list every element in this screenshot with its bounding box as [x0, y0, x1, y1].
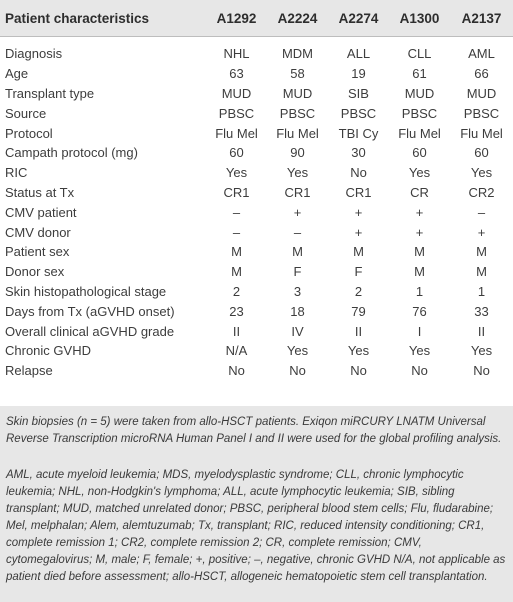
table-cell: + [354, 204, 363, 220]
table-cell: Yes [347, 343, 370, 359]
column-header: Patient characteristics [5, 10, 150, 26]
table-cell: M [414, 264, 425, 280]
table-cell: M [476, 264, 487, 280]
table-row [0, 262, 513, 282]
table-cell: PBSC [218, 105, 255, 121]
table-cell: + [415, 224, 424, 240]
table-cell: 19 [351, 66, 366, 82]
table-row [0, 143, 513, 163]
column-header: A1300 [399, 10, 440, 26]
table-cell: No [473, 363, 490, 379]
column-header: A2137 [461, 10, 502, 26]
table-cell: Yes [470, 165, 493, 181]
footnote-abbreviations: AML, acute myeloid leukemia; MDS, myelodysplastic syndrome; CLL, chronic lymphocytic leukemia; NHL, non-Hodgkin's lymphoma; ALL, acute lymphocytic leukemia; SIB, sibling transplant; MUD, matched unrelated donor; PBSC, peripheral blood stem cells; Flu, fludarabine; Mel, melphalan; Alem, alemtuzumab; Tx, transplant; RIC, reduced intensity conditioning; CR1, complete remission 1; CR2, complete remission 2; CR, complete remission; CMV, cytomegalovirus; M, male; F, female; +, positive; –, negative, chronic GVHD N/A, not applicable as patient died before assessment; allo-HSCT, allogeneic hematopoietic stem cell transplantation. [6, 469, 506, 583]
table-row [0, 301, 513, 321]
table-cell: CR [410, 184, 429, 200]
column-header: A2224 [277, 10, 318, 26]
table-cell: M [231, 264, 242, 280]
table-cell: – [232, 224, 241, 240]
table-cell: No [289, 363, 306, 379]
table-cell: 2 [232, 283, 241, 299]
table-cell: M [353, 244, 364, 260]
table-cell: 3 [293, 283, 302, 299]
table-cell: CLL [407, 46, 432, 62]
table-body [0, 37, 513, 385]
table-cell: F [293, 264, 302, 280]
table-footnotes [0, 406, 513, 602]
table-cell: CR1 [223, 184, 250, 200]
table-header-row [0, 0, 513, 37]
table-cell: – [232, 204, 241, 220]
table-cell: TBI Cy [338, 125, 379, 141]
table-cell: 2 [354, 283, 363, 299]
table-cell: II [232, 323, 241, 339]
table-cell: Yes [225, 165, 248, 181]
table-row [0, 282, 513, 302]
table-cell: ALL [346, 46, 371, 62]
row-label: CMV patient [5, 204, 77, 220]
table-row [0, 361, 513, 385]
row-label: Overall clinical aGVHD grade [5, 323, 175, 339]
table-cell: II [354, 323, 363, 339]
table-row [0, 103, 513, 123]
table-cell: 23 [229, 303, 244, 319]
row-label: Source [5, 105, 47, 121]
table-row [0, 341, 513, 361]
table-cell: 90 [290, 145, 305, 161]
table-cell: CR1 [284, 184, 311, 200]
column-header: A2274 [338, 10, 379, 26]
table-cell: NHL [223, 46, 250, 62]
table-cell: MUD [466, 85, 497, 101]
table-cell: PBSC [340, 105, 377, 121]
row-label: Protocol [5, 125, 53, 141]
table-cell: Flu Mel [460, 125, 503, 141]
table-cell: CR1 [345, 184, 372, 200]
table-cell: + [293, 204, 302, 220]
table-cell: 1 [477, 283, 486, 299]
table-cell: No [228, 363, 245, 379]
table-cell: I [417, 323, 422, 339]
table-row [0, 183, 513, 203]
table-cell: M [292, 244, 303, 260]
row-label: CMV donor [5, 224, 71, 240]
table-cell: 18 [290, 303, 305, 319]
row-label: RIC [5, 165, 28, 181]
table-cell: N/A [225, 343, 248, 359]
table-cell: II [477, 323, 486, 339]
row-label: Age [5, 66, 29, 82]
table-cell: Yes [286, 343, 309, 359]
table-cell: 60 [474, 145, 489, 161]
column-header: A1292 [216, 10, 257, 26]
table-row [0, 242, 513, 262]
table-row [0, 84, 513, 104]
row-label: Chronic GVHD [5, 343, 91, 359]
table-row [0, 321, 513, 341]
table-cell: No [411, 363, 428, 379]
table-cell: Flu Mel [215, 125, 258, 141]
table-cell: 79 [351, 303, 366, 319]
table-cell: + [354, 224, 363, 240]
table-cell: MUD [221, 85, 252, 101]
row-label: Campath protocol (mg) [5, 145, 138, 161]
table-cell: – [477, 204, 486, 220]
row-label: Skin histopathological stage [5, 283, 167, 299]
footnote-study-description: Skin biopsies (n = 5) were taken from allo-HSCT patients. Exiqon miRCURY LNATM Universal Reverse Transcription microRNA Human Panel I and II were used for the global profiling analysis. [6, 416, 502, 445]
row-label: Relapse [5, 363, 53, 379]
table-cell: 61 [412, 66, 427, 82]
table-cell: F [354, 264, 363, 280]
table-cell: SIB [348, 85, 369, 101]
row-label: Patient sex [5, 244, 70, 260]
table-cell: – [293, 224, 302, 240]
table-cell: 76 [412, 303, 427, 319]
table-cell: PBSC [401, 105, 438, 121]
table-row [0, 123, 513, 143]
table-cell: Flu Mel [276, 125, 319, 141]
table-cell: 66 [474, 66, 489, 82]
table-cell: CR2 [468, 184, 495, 200]
table-cell: No [350, 363, 367, 379]
table-cell: IV [291, 323, 304, 339]
table-cell: M [414, 244, 425, 260]
table-row [0, 37, 513, 64]
table-cell: M [476, 244, 487, 260]
table-cell: MUD [404, 85, 435, 101]
row-label: Transplant type [5, 85, 95, 101]
row-label: Donor sex [5, 264, 65, 280]
table-cell: 60 [229, 145, 244, 161]
table-cell: Yes [470, 343, 493, 359]
table-cell: + [477, 224, 486, 240]
table-row [0, 202, 513, 222]
table-cell: + [415, 204, 424, 220]
table-cell: 33 [474, 303, 489, 319]
table-cell: No [350, 165, 367, 181]
table-cell: Yes [286, 165, 309, 181]
table-cell: AML [468, 46, 495, 62]
table-cell: PBSC [279, 105, 316, 121]
table-cell: Yes [408, 343, 431, 359]
table-cell: Yes [408, 165, 431, 181]
row-label: Diagnosis [5, 46, 63, 62]
table-cell: M [231, 244, 242, 260]
row-label: Days from Tx (aGVHD onset) [5, 303, 175, 319]
table-row [0, 64, 513, 84]
table-cell: 58 [290, 66, 305, 82]
table-cell: MDM [281, 46, 314, 62]
table-cell: 30 [351, 145, 366, 161]
table-cell: PBSC [463, 105, 500, 121]
table-cell: MUD [282, 85, 313, 101]
table-row [0, 222, 513, 242]
table-cell: Flu Mel [398, 125, 441, 141]
table-row [0, 163, 513, 183]
table-cell: 63 [229, 66, 244, 82]
row-label: Status at Tx [5, 184, 75, 200]
table-cell: 1 [415, 283, 424, 299]
table-cell: 60 [412, 145, 427, 161]
